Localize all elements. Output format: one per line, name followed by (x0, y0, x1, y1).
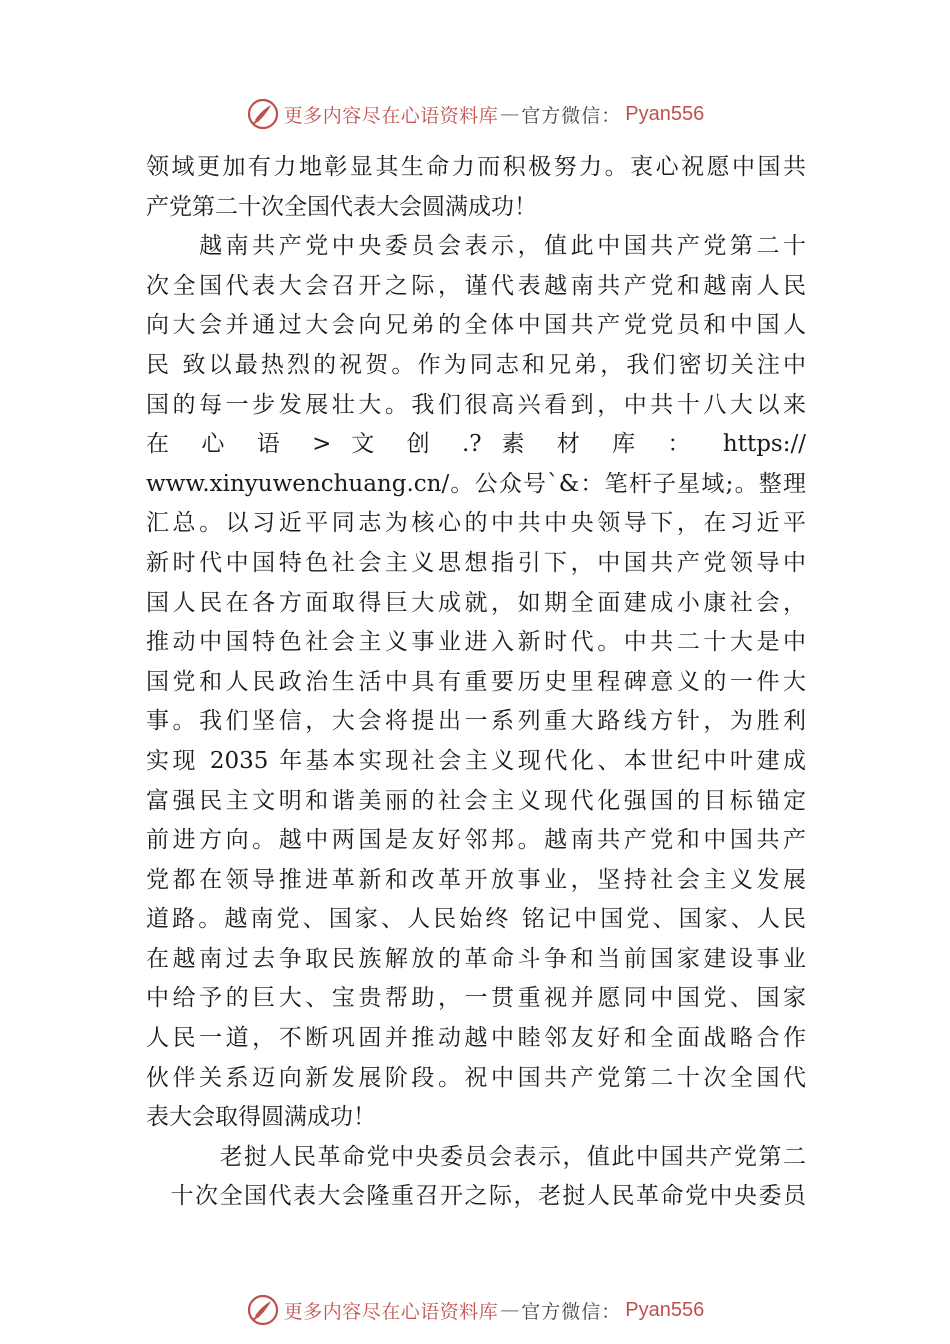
body-line: 新时代中国特色社会主义思想指引下，中国共产党领导中 (146, 549, 806, 576)
banner-wechat-id: Pyan556 (625, 1298, 705, 1321)
banner-wechat-id: Pyan556 (625, 102, 705, 125)
banner-text: 更多内容尽在心语资料库 (283, 104, 499, 127)
body-line: 越南共产党中央委员会表示，值此中国共产党第二十 (146, 233, 806, 260)
body-line: 富强民主文明和谐美丽的社会主义现代化强国的目标锚定 (146, 787, 806, 814)
body-line: 次全国代表大会召开之际，谨代表越南共产党和越南人民 (146, 272, 806, 299)
body-line: 事。我们坚信，大会将提出一系列重大路线方针，为胜利 (146, 708, 806, 735)
body-line: 表大会取得圆满成功！ (146, 1104, 376, 1131)
body-line: 国人民在各方面取得巨大成就，如期全面建成小康社会， (146, 589, 806, 616)
body-line: 实现 2035 年基本实现社会主义现代化、本世纪中叶建成 (146, 747, 806, 774)
body-line: 前进方向。越中两国是友好邻邦。越南共产党和中国共产 (146, 827, 806, 854)
body-line: 伙伴关系迈向新发展阶段。祝中国共产党第二十次全国代 (146, 1064, 806, 1091)
body-line: 中给予的巨大、宝贵帮助，一贯重视并愿同中国党、国家 (146, 985, 806, 1012)
body-line: 产党第二十次全国代表大会圆满成功！ (146, 193, 537, 220)
banner-separator: — (500, 103, 520, 125)
body-line: 道路。越南党、国家、人民始终 铭记中国党、国家、人民 (146, 906, 806, 933)
body-line: 十次全国代表大会隆重召开之际，老挝人民革命党中央委员 (146, 1183, 806, 1210)
body-line: 老挝人民革命党中央委员会表示，值此中国共产党第二 (146, 1143, 806, 1170)
body-line: 民 致以最热烈的祝贺。作为同志和兄弟，我们密切关注中 (146, 351, 806, 378)
body-line: 党都在领导推进革新和改革开放事业，坚持社会主义发展 (146, 866, 806, 893)
body-line: 在 心 语 > 文 创 .? 素 材 库 ： https:// (146, 431, 806, 458)
body-line: 国党和人民政治生活中具有重要历史里程碑意义的一件大 (146, 668, 806, 695)
banner-wechat-label: 官方微信： (521, 1300, 622, 1323)
footer-banner (0, 1290, 950, 1330)
banner-wechat-label: 官方微信： (521, 104, 622, 127)
body-line: 汇总。以习近平同志为核心的中共中央领导下，在习近平 (146, 510, 806, 537)
document-body (146, 148, 806, 1217)
body-line: 国的每一步发展壮大。我们很高兴看到，中共十八大以来 (146, 391, 806, 418)
body-line: www.xinyuwenchuang.cn/。公众号`&：笔杆子星域;。整理 (146, 470, 806, 497)
body-line: 向大会并通过大会向兄弟的全体中国共产党党员和中国人 (146, 312, 806, 339)
body-line: 人民一道，不断巩固并推动越中睦邻友好和全面战略合作 (146, 1025, 806, 1052)
brush-logo-icon (246, 1293, 280, 1327)
brush-logo-icon (246, 97, 280, 131)
body-line: 领域更加有力地彰显其生命力而积极努力。衷心祝愿中国共 (146, 154, 806, 180)
banner-separator: — (500, 1299, 520, 1321)
body-line: 在越南过去争取民族解放的革命斗争和当前国家建设事业 (146, 945, 806, 972)
banner-text: 更多内容尽在心语资料库 (283, 1300, 499, 1323)
header-banner (0, 94, 950, 134)
body-line: 推动中国特色社会主义事业进入新时代。中共二十大是中 (146, 629, 806, 656)
